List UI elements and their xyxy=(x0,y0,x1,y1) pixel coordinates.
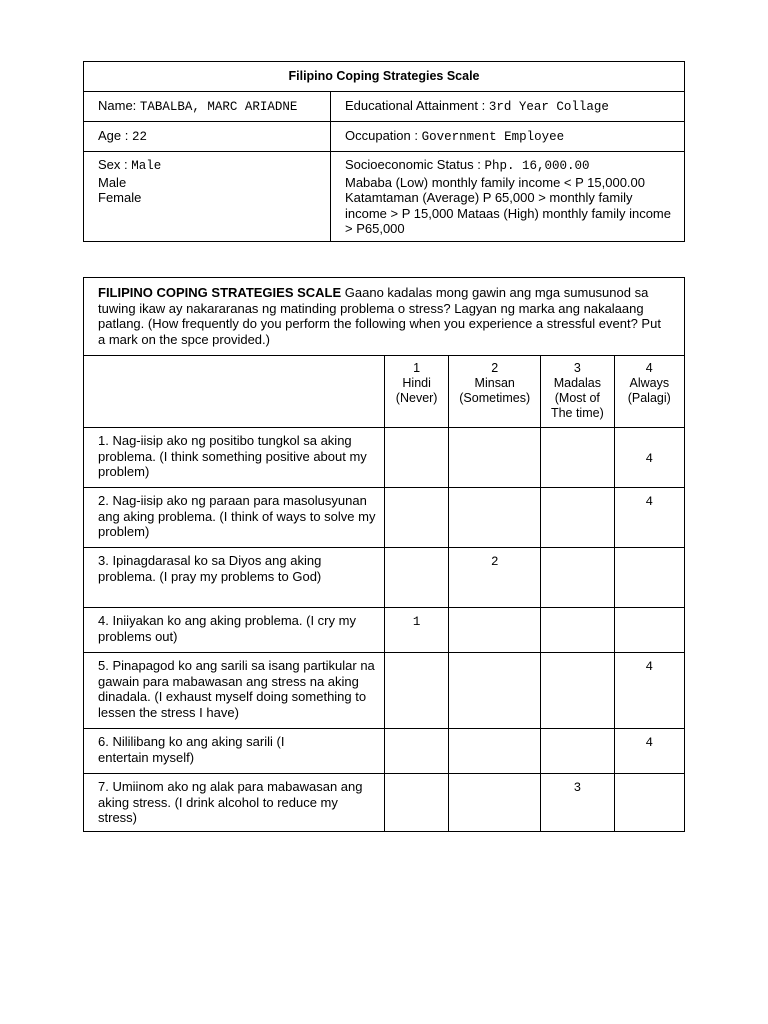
age-label: Age : xyxy=(98,127,132,143)
sex-field xyxy=(84,152,331,242)
header-blank-cell xyxy=(84,356,385,428)
coping-scale-table xyxy=(83,277,685,832)
scale-heading: FILIPINO COPING STRATEGIES SCALE xyxy=(98,285,342,300)
answer-cell-sometimes[interactable] xyxy=(449,608,541,653)
sex-option-female: Female xyxy=(98,190,142,205)
answer-mark[interactable]: 3 xyxy=(541,774,614,832)
name-value: TABALBA, MARC ARIADNE xyxy=(139,99,298,114)
scale-instructions xyxy=(84,278,685,356)
answer-cell-sometimes[interactable] xyxy=(449,653,541,729)
table-row xyxy=(84,488,685,548)
sex-value: Male xyxy=(131,159,162,173)
table-row xyxy=(84,428,685,488)
education-value: 3rd Year Collage xyxy=(488,99,609,114)
answer-mark[interactable]: 4 xyxy=(614,488,684,548)
respondent-info-table xyxy=(83,61,685,242)
sex-option-male: Male xyxy=(98,174,127,190)
header-never: 1 Hindi (Never) xyxy=(385,356,449,428)
answer-cell-always[interactable] xyxy=(614,548,684,608)
socioeconomic-field xyxy=(331,152,685,242)
answer-cell-always[interactable] xyxy=(614,608,684,653)
education-label: Educational Attainment : xyxy=(345,97,489,113)
answer-cell-never[interactable] xyxy=(385,774,449,832)
answer-cell-never[interactable] xyxy=(385,729,449,774)
item-text: 3. Ipinagdarasal ko sa Diyos ang aking problema. (I pray my problems to God) xyxy=(84,548,385,608)
answer-mark[interactable]: 4 xyxy=(614,428,684,488)
table-row xyxy=(84,774,685,832)
scale-instructions-text: Gaano kadalas mong gawin ang mga sumusunod sa tuwing ikaw ay nakararanas ng matinding problema o stress? Lagyan ng marka ang nakalaang patlang. (How frequently do you perform the following when you experience a stressful event? Put a mark on the spce provided.) xyxy=(98,285,661,347)
answer-cell-never[interactable] xyxy=(385,548,449,608)
header-sometimes: 2 Minsan (Sometimes) xyxy=(449,356,541,428)
item-text: 2. Nag-iisip ako ng paraan para masolusyunan ang aking problema. (I think of ways to solve my problem) xyxy=(84,488,385,548)
answer-mark[interactable]: 4 xyxy=(614,729,684,774)
answer-cell-most[interactable] xyxy=(541,729,614,774)
answer-cell-sometimes[interactable] xyxy=(449,428,541,488)
education-field xyxy=(331,92,685,122)
form-title: Filipino Coping Strategies Scale xyxy=(84,62,685,92)
answer-mark[interactable]: 4 xyxy=(614,653,684,729)
name-field xyxy=(84,92,331,122)
occupation-label: Occupation : xyxy=(345,127,422,143)
age-field xyxy=(84,122,331,152)
ses-value: Php. 16,000.00 xyxy=(484,159,590,173)
item-text: 6. Nililibang ko ang aking sarili (I entertain myself) xyxy=(84,729,385,774)
ses-label: Socioeconomic Status : xyxy=(345,157,485,172)
answer-cell-never[interactable] xyxy=(385,428,449,488)
answer-cell-sometimes[interactable] xyxy=(449,488,541,548)
answer-cell-sometimes[interactable] xyxy=(449,729,541,774)
answer-cell-never[interactable] xyxy=(385,488,449,548)
sex-label: Sex : xyxy=(98,157,132,172)
age-value: 22 xyxy=(131,129,147,144)
answer-mark[interactable]: 1 xyxy=(385,608,449,653)
answer-mark[interactable]: 2 xyxy=(449,548,541,608)
header-most-of-the-time: 3 Madalas (Most of The time) xyxy=(541,356,614,428)
answer-cell-most[interactable] xyxy=(541,488,614,548)
table-row xyxy=(84,548,685,608)
item-text: 4. Iniiyakan ko ang aking problema. (I cry my problems out) xyxy=(84,608,385,653)
answer-cell-most[interactable] xyxy=(541,653,614,729)
header-always: 4 Always (Palagi) xyxy=(614,356,684,428)
answer-cell-most[interactable] xyxy=(541,608,614,653)
item-text: 1. Nag-iisip ako ng positibo tungkol sa aking problema. (I think something positive about my problem) xyxy=(84,428,385,488)
occupation-value: Government Employee xyxy=(421,129,565,144)
table-row xyxy=(84,608,685,653)
answer-cell-always[interactable] xyxy=(614,774,684,832)
item-text: 5. Pinapagod ko ang sarili sa isang partikular na gawain para mabawasan ang stress na aking dinadala. (I exhaust myself doing something to lessen the stress I have) xyxy=(84,653,385,729)
occupation-field xyxy=(331,122,685,152)
table-row xyxy=(84,653,685,729)
item-text: 7. Umiinom ako ng alak para mabawasan ang aking stress. (I drink alcohol to reduce my stress) xyxy=(84,774,385,832)
name-label: Name: xyxy=(98,97,140,113)
answer-cell-never[interactable] xyxy=(385,653,449,729)
ses-description: Mababa (Low) monthly family income < P 15,000.00 Katamtaman (Average) P 65,000 > monthly family income > P 15,000 Mataas (High) monthly family income > P65,000 xyxy=(345,174,671,236)
answer-cell-sometimes[interactable] xyxy=(449,774,541,832)
answer-cell-most[interactable] xyxy=(541,428,614,488)
table-row xyxy=(84,729,685,774)
answer-cell-most[interactable] xyxy=(541,548,614,608)
